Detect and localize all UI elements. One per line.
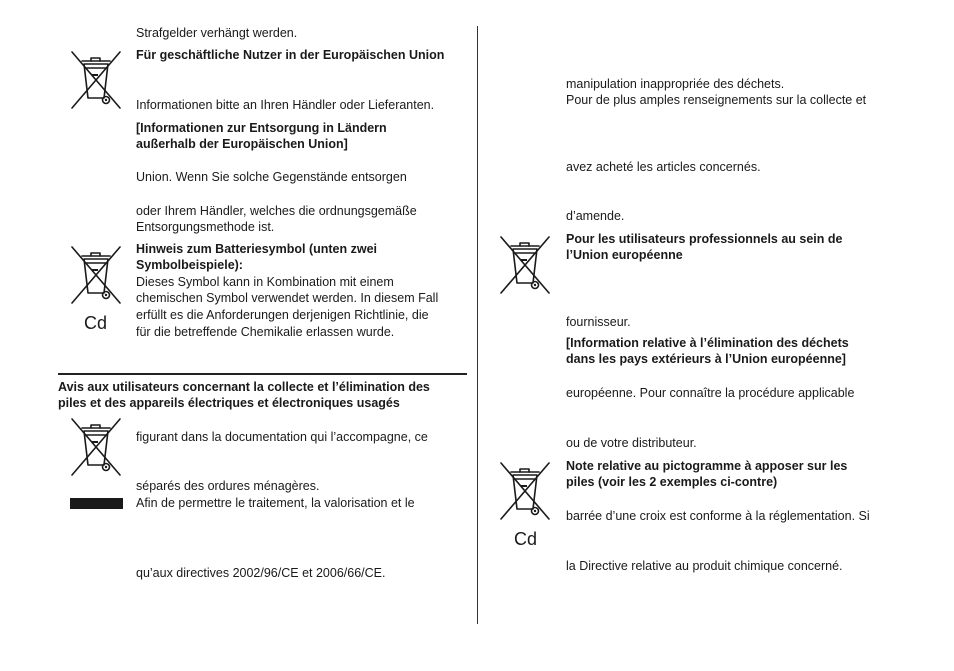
text-line: Union. Wenn Sie solche Gegenstände entsorgen bbox=[136, 170, 407, 184]
text-line: figurant dans la documentation qui l’accompagne, ce bbox=[136, 430, 428, 444]
text-line: manipulation inappropriée des déchets. bbox=[566, 77, 785, 91]
crossed-bin-icon bbox=[64, 48, 128, 112]
heading-battery: Symbolbeispiele): bbox=[136, 258, 243, 272]
heading-avis: piles et des appareils électriques et électroniques usagés bbox=[58, 396, 400, 410]
text-line: für die betreffende Chemikalie erlassen wurde. bbox=[136, 325, 395, 339]
text-line: la Directive relative au produit chimique concerné. bbox=[566, 559, 843, 573]
text-line: séparés des ordures ménagères. bbox=[136, 479, 320, 493]
black-bar-symbol bbox=[70, 498, 123, 509]
text-line: avez acheté les articles concernés. bbox=[566, 160, 761, 174]
text-line: Pour de plus amples renseignements sur la collecte et bbox=[566, 93, 867, 107]
crossed-bin-icon bbox=[493, 459, 557, 523]
heading-pro: l’Union européenne bbox=[566, 248, 683, 262]
text-line: qu’aux directives 2002/96/CE et 2006/66/CE. bbox=[136, 566, 386, 580]
heading-avis: Avis aux utilisateurs concernant la collecte et l’élimination des bbox=[58, 380, 430, 394]
text-line: européenne. Pour connaître la procédure applicable bbox=[566, 386, 855, 400]
crossed-bin-icon bbox=[64, 415, 128, 479]
text-line: chemischen Symbol verwendet werden. In diesem Fall bbox=[136, 291, 439, 305]
text-line: fournisseur. bbox=[566, 315, 631, 329]
crossed-bin-icon bbox=[64, 243, 128, 307]
text-line: Dieses Symbol kann in Kombination mit einem bbox=[136, 275, 394, 289]
text-line: barrée d’une croix est conforme à la réglementation. Si bbox=[566, 509, 870, 523]
text-line: Strafgelder verhängt werden. bbox=[136, 26, 298, 40]
heading-note: piles (voir les 2 exemples ci-contre) bbox=[566, 475, 778, 489]
heading-info: [Information relative à l’élimination des déchets bbox=[566, 336, 849, 350]
text-line: Entsorgungsmethode ist. bbox=[136, 220, 275, 234]
text-line: d’amende. bbox=[566, 209, 625, 223]
text-line: erfüllt es die Anforderungen derjenigen Richtlinie, die bbox=[136, 308, 429, 322]
heading-info: dans les pays extérieurs à l’Union européenne] bbox=[566, 352, 846, 366]
text-line: oder Ihrem Händler, welches die ordnungsgemäße bbox=[136, 204, 417, 218]
section-rule bbox=[58, 373, 467, 375]
text-line: Informationen bitte an Ihren Händler oder Lieferanten. bbox=[136, 98, 435, 112]
cd-label: Cd bbox=[514, 529, 538, 549]
text-line: ou de votre distributeur. bbox=[566, 436, 697, 450]
heading-outside-eu: außerhalb der Europäischen Union] bbox=[136, 137, 348, 151]
text-line: Afin de permettre le traitement, la valorisation et le bbox=[136, 496, 415, 510]
cd-label: Cd bbox=[84, 313, 108, 333]
column-divider bbox=[477, 26, 478, 624]
heading-outside-eu: [Informationen zur Entsorgung in Ländern bbox=[136, 121, 387, 135]
crossed-bin-icon bbox=[493, 233, 557, 297]
heading-business-eu: Für geschäftliche Nutzer in der Europäischen Union bbox=[136, 48, 445, 62]
heading-battery: Hinweis zum Batteriesymbol (unten zwei bbox=[136, 242, 378, 256]
heading-note: Note relative au pictogramme à apposer sur les bbox=[566, 459, 848, 473]
heading-pro: Pour les utilisateurs professionnels au sein de bbox=[566, 232, 843, 246]
